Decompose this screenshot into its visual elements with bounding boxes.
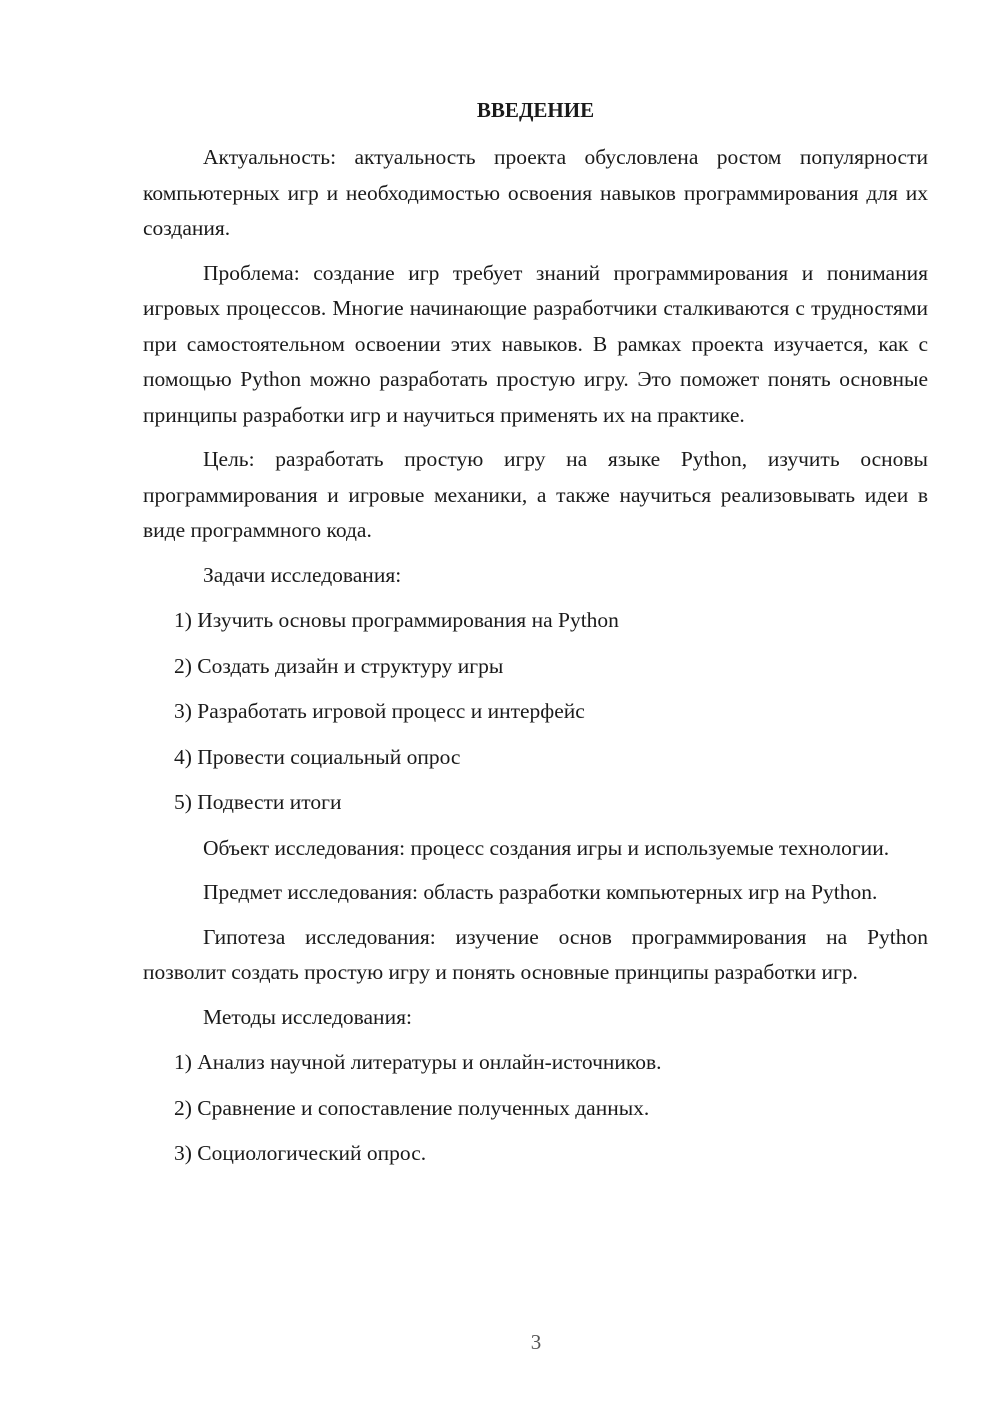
- paragraph-object: Объект исследования: процесс создания игры и используемые технологии.: [203, 835, 890, 860]
- page-title: ВВЕДЕНИЕ: [476, 98, 595, 122]
- paragraph-relevance: Актуальность: актуальность проекта обусловлена ростом популярности компьютерных игр и необходимостью освоения навыков программирования для их создания.: [143, 145, 928, 240]
- task-item: 4) Провести социальный опрос: [174, 744, 461, 769]
- document-page: [143, 90, 928, 1182]
- task-item: 3) Разработать игровой процесс и интерфейс: [174, 699, 585, 723]
- method-item: 3) Социологический опрос.: [174, 1141, 427, 1165]
- paragraph-subject: Предмет исследования: область разработки компьютерных игр на Python.: [203, 880, 878, 904]
- page-number: 3: [530, 1330, 542, 1354]
- method-item: 1) Анализ научной литературы и онлайн-источников.: [174, 1050, 662, 1074]
- task-item: 1) Изучить основы программирования на Python: [174, 608, 619, 632]
- task-item: 2) Создать дизайн и структуру игры: [174, 653, 504, 678]
- paragraph-problem: Проблема: создание игр требует знаний программирования и понимания игровых процессов. Многие начинающие разработчики сталкиваются с трудностями при самостоятельном освоении этих навыков. В рамках проекта изучается, как с помощью Python можно разработать простую игру. Это поможет понять основные принципы разработки игр и научиться применять их на практике.: [143, 260, 928, 427]
- task-item: 5) Подвести итоги: [174, 790, 342, 814]
- methods-title: Методы исследования:: [203, 1004, 412, 1029]
- paragraph-hypothesis: Гипотеза исследования: изучение основ программирования на Python позволит создать простую игру и понять основные принципы разработки игр.: [143, 924, 928, 984]
- tasks-title: Задачи исследования:: [203, 562, 402, 587]
- method-item: 2) Сравнение и сопоставление полученных данных.: [174, 1095, 650, 1120]
- paragraph-goal: Цель: разработать простую игру на языке Python, изучить основы программирования и игровые механики, а также научиться реализовывать идеи в виде программного кода.: [143, 447, 928, 542]
